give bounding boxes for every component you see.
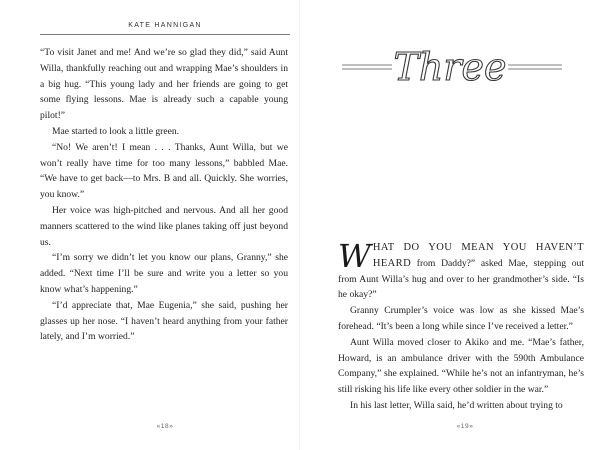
opening-smallcaps: HAT DO YOU MEAN YOU HAVEN’T HEARD bbox=[372, 242, 584, 269]
paragraph: Aunt Willa moved closer to Akiko and me. “Mae’s father, Howard, is an ambulance driver with the 590th Ambulance Company,” she explained. “While he’s not an infantryman, he’s still risking his life like every other soldier in the war.” bbox=[338, 336, 584, 396]
chapter-opening-paragraph bbox=[338, 237, 584, 303]
paragraph: Granny Crumpler’s voice was low as she kissed Mae’s forehead. “It’s been a long while since I’ve received a letter.” bbox=[338, 305, 584, 332]
paragraph: “To visit Janet and me! And we’re so glad they did,” said Aunt Willa, thankfully reaching out and wrapping Mae’s shoulders in a big hug. “This young lady and her friends are going to get some flying lessons. Mae is already such a capable young pilot!” bbox=[40, 47, 288, 122]
paragraph: “I’d appreciate that, Mae Eugenia,” she said, pushing her glasses up her nose. “I haven’t heard anything from your father lately, and I’m worried.” bbox=[40, 299, 288, 343]
chapter-title bbox=[300, 42, 600, 98]
page-number: «19» bbox=[456, 423, 474, 430]
paragraph: Her voice was high-pitched and nervous. And all her good manners scattered to the wind like planes taking off just beyond us. bbox=[40, 204, 288, 248]
paragraph: “No! We aren’t! I mean . . . Thanks, Aunt Willa, but we won’t really have time for too many lessons,” babbled Mae. “We have to get back—to Mrs. B and all. Quickly. She worries, you know.” bbox=[40, 141, 288, 201]
drop-cap: W bbox=[338, 237, 371, 275]
page-number: «18» bbox=[156, 423, 174, 430]
running-head: KATE HANNIGAN bbox=[40, 22, 290, 35]
opening-text: from Daddy?” asked Mae, stepping out from Aunt Willa’s hug and over to her grandmother’s side. “Is he okay?” bbox=[338, 257, 584, 301]
chapter-title-text: Three bbox=[393, 45, 507, 89]
body-text-right bbox=[338, 237, 584, 414]
paragraph: “I’m sorry we didn’t let you know our plans, Granny,” she added. “Next time I’ll be sure and write you a letter so you know what’s happening.” bbox=[40, 252, 288, 295]
paragraph: In his last letter, Willa said, he’d written about trying to bbox=[350, 399, 563, 411]
paragraph: Mae started to look a little green. bbox=[52, 125, 180, 137]
chapter-title-ornament bbox=[300, 42, 600, 98]
body-text-left bbox=[40, 45, 288, 345]
right-page bbox=[300, 0, 600, 450]
